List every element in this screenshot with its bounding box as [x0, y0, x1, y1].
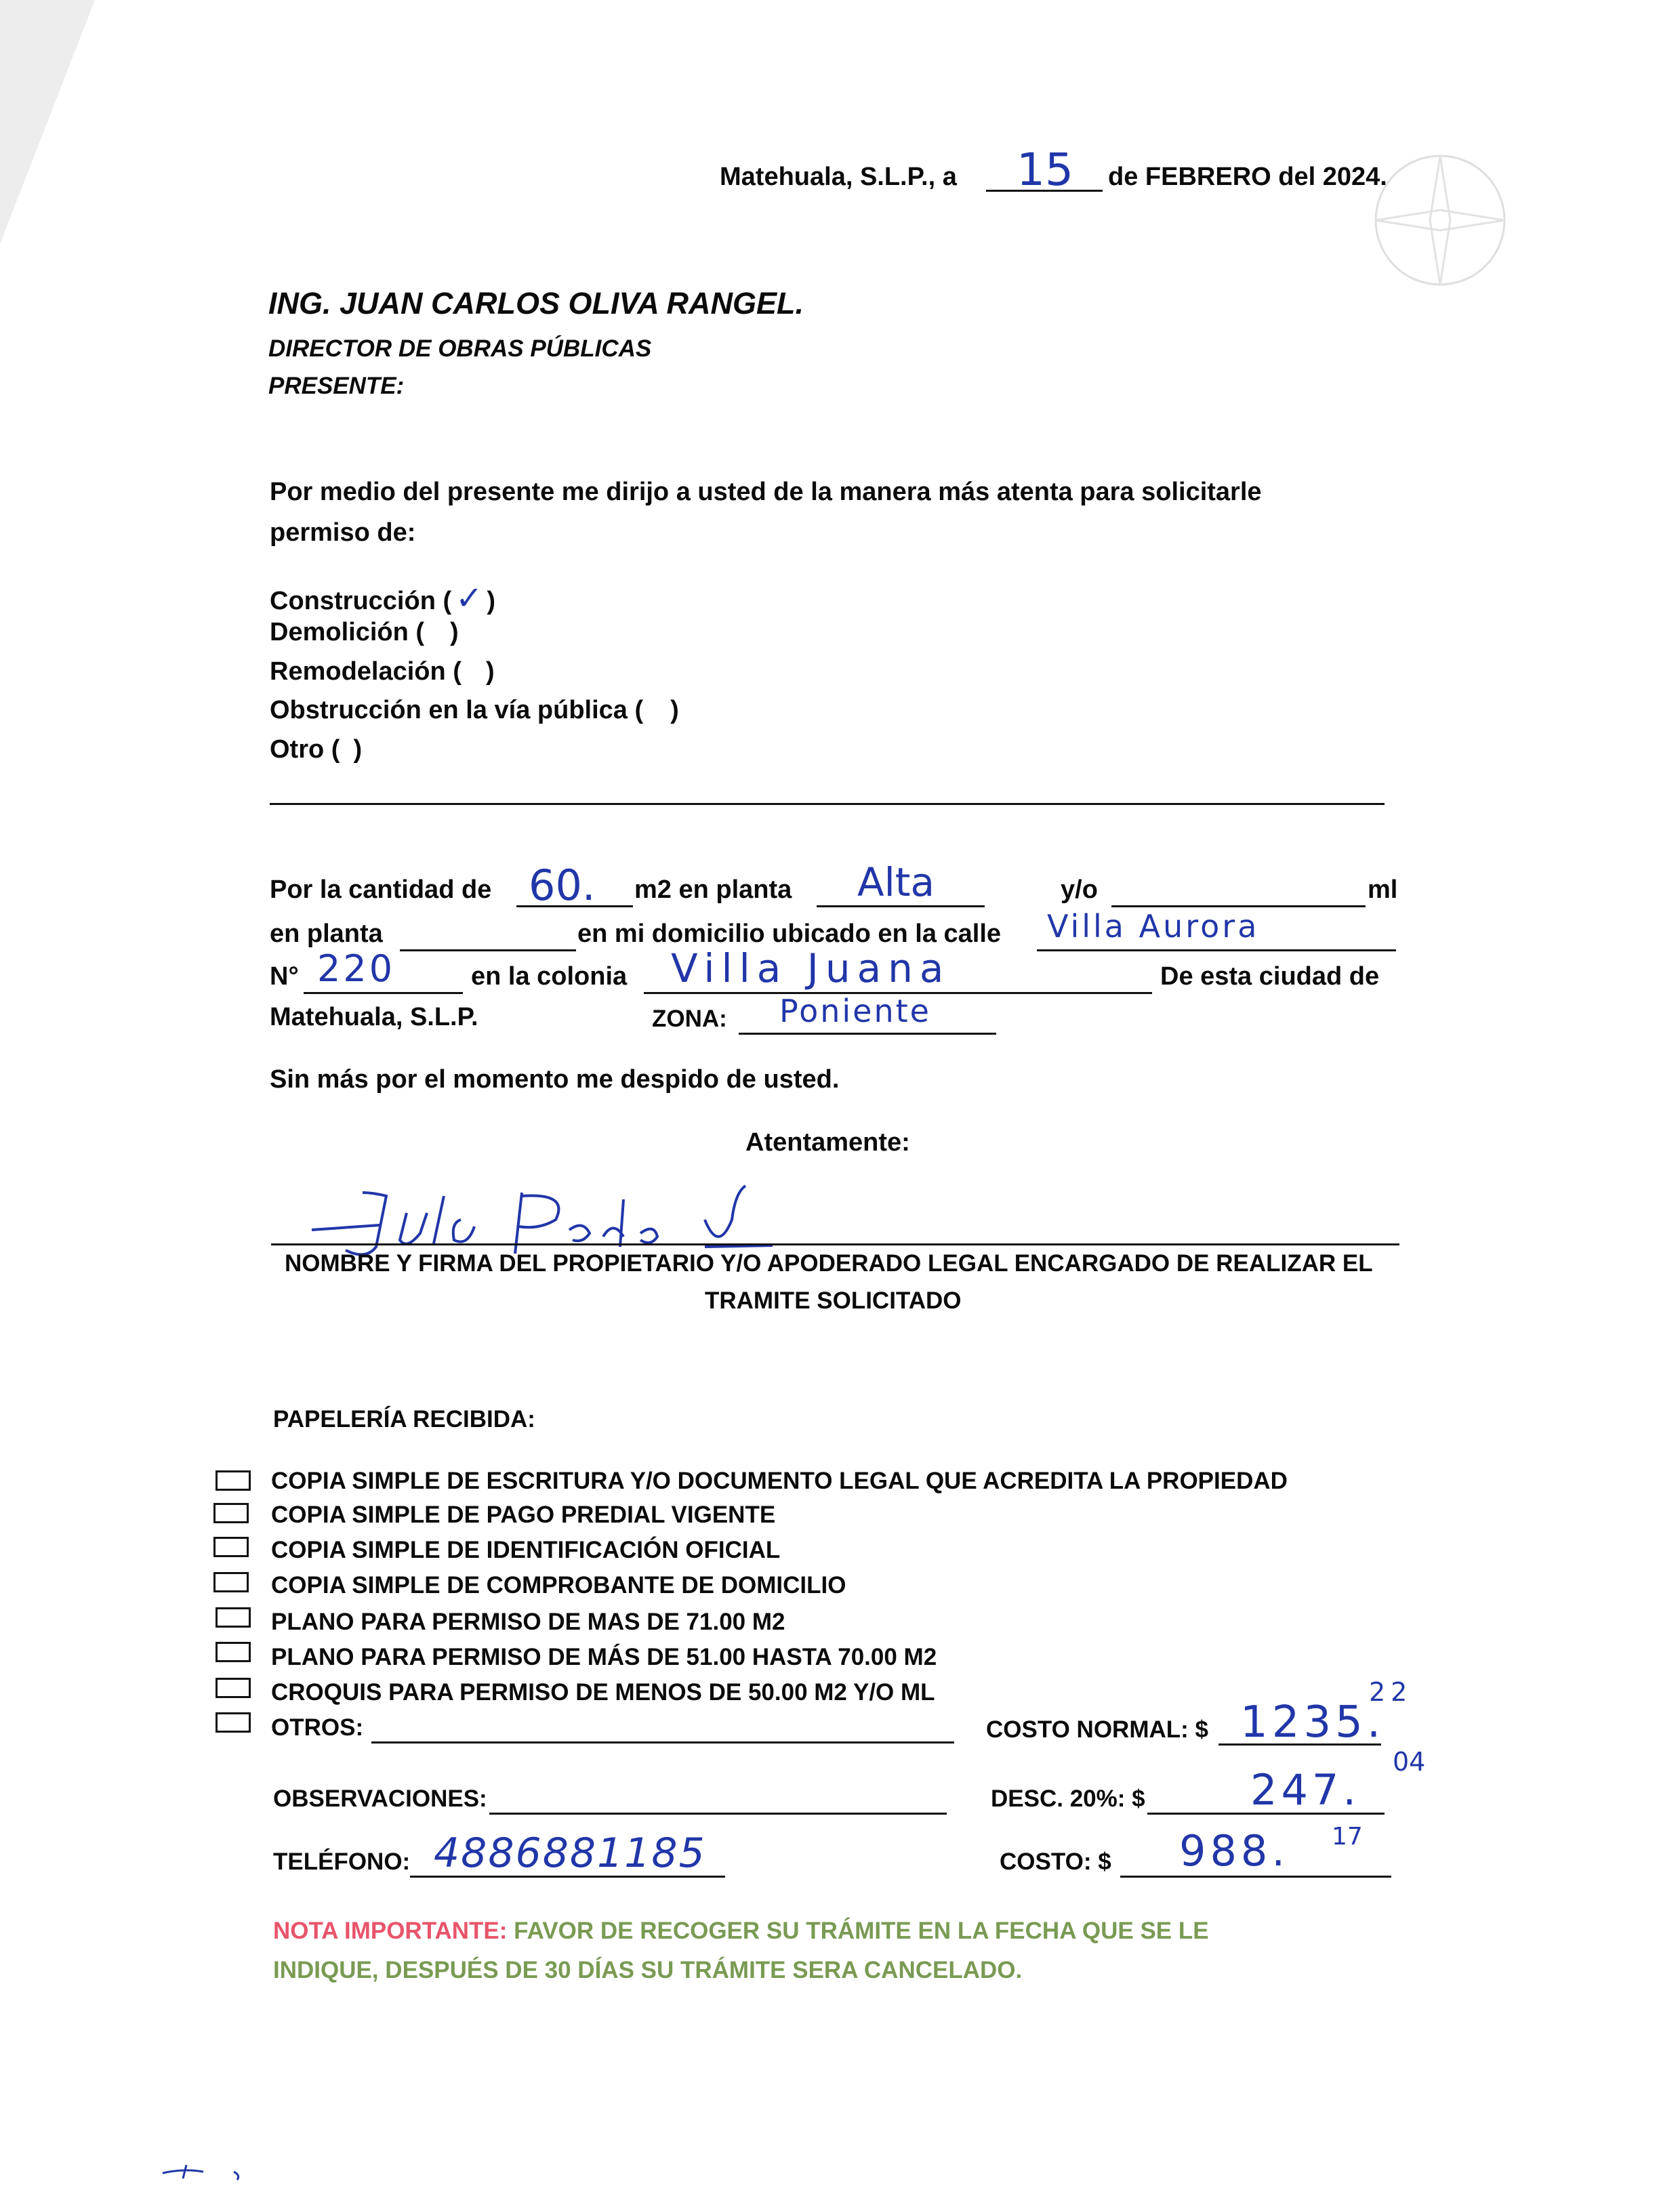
papeleria-item: COPIA SIMPLE DE COMPROBANTE DE DOMICILIO [271, 1572, 846, 1598]
bleed-through-stamp [1362, 102, 1518, 318]
telefono-value: 4886881185 [434, 1830, 706, 1877]
atentamente-label: Atentamente: [745, 1128, 910, 1157]
papeleria-checkbox[interactable] [216, 1712, 251, 1733]
papeleria-item: PLANO PARA PERMISO DE MAS DE 71.00 M2 [271, 1609, 785, 1635]
addressee-name: ING. JUAN CARLOS OLIVA RANGEL. [268, 286, 804, 321]
observaciones-line [489, 1786, 947, 1815]
page-fold-shadow [0, 0, 95, 244]
check-mark-icon: ✓ [455, 579, 483, 617]
papeleria-checkbox[interactable] [216, 1607, 251, 1628]
costo-normal-value: 1235. [1240, 1697, 1385, 1748]
permit-label: Construcción ( [270, 587, 452, 615]
city-name: Matehuala, S.L.P. [270, 1003, 478, 1031]
yo-label: y/o [1061, 875, 1098, 904]
permit-obstruccion[interactable] [270, 696, 679, 725]
nota-text-2: INDIQUE, DESPUÉS DE 30 DÍAS SU TRÁMITE SERA CANCELADO. [273, 1957, 1023, 1983]
permit-close: ) [485, 657, 495, 686]
papeleria-item: COPIA SIMPLE DE ESCRITURA Y/O DOCUMENTO LEGAL QUE ACREDITA LA PROPIEDAD [271, 1468, 1288, 1494]
desc-value: 247. [1250, 1765, 1361, 1815]
ml-line [1111, 875, 1366, 907]
signature-drawing [298, 1165, 813, 1260]
place-prefix: Matehuala, S.L.P., a [720, 163, 957, 191]
costo-normal-label: COSTO NORMAL: $ [986, 1716, 1208, 1743]
papeleria-checkbox[interactable] [216, 1470, 251, 1491]
numero-label: N° [270, 962, 299, 991]
zona-label: ZONA: [652, 1006, 727, 1032]
cantidad-label: Por la cantidad de [270, 875, 492, 904]
ink-mark [156, 2158, 264, 2185]
otros-line [371, 1714, 954, 1743]
costo-value: 988. [1179, 1826, 1290, 1876]
costo-label: COSTO: $ [1000, 1849, 1111, 1875]
papeleria-checkbox[interactable] [216, 1642, 251, 1662]
permit-close: ) [670, 696, 679, 724]
papeleria-item: OTROS: [271, 1714, 364, 1741]
planta-value: Alta [857, 859, 935, 905]
papeleria-checkbox[interactable] [213, 1503, 249, 1523]
telefono-label: TELÉFONO: [273, 1849, 411, 1875]
en-planta-line [400, 920, 576, 951]
permit-remodelacion[interactable] [270, 657, 495, 686]
m2-label: m2 en planta [634, 875, 792, 904]
permit-label: Remodelación ( [270, 657, 462, 686]
otro-line [270, 789, 1385, 805]
papeleria-checkbox[interactable] [216, 1678, 251, 1698]
cantidad-value: 60. [529, 861, 596, 910]
observaciones-label: OBSERVACIONES: [273, 1786, 487, 1812]
signature-line [271, 1216, 1399, 1245]
permit-close: ) [487, 587, 495, 615]
ciudad-label: De esta ciudad de [1160, 962, 1380, 991]
nota-text-1: FAVOR DE RECOGER SU TRÁMITE EN LA FECHA QUE SE LE [514, 1918, 1209, 1944]
ml-label: ml [1368, 875, 1398, 904]
papeleria-item: COPIA SIMPLE DE PAGO PREDIAL VIGENTE [271, 1502, 776, 1528]
permit-label: Demolición ( [270, 618, 425, 646]
permit-demolicion[interactable] [270, 618, 459, 647]
desc-label: DESC. 20%: $ [991, 1786, 1145, 1812]
intro-line-2: permiso de: [270, 518, 416, 547]
nota-line-1 [273, 1918, 1209, 1945]
permit-otro[interactable] [270, 735, 362, 764]
permit-construccion[interactable] [270, 579, 495, 617]
signature-caption-1: NOMBRE Y FIRMA DEL PROPIETARIO Y/O APODERADO LEGAL ENCARGADO DE REALIZAR EL [285, 1250, 1373, 1277]
papeleria-item: PLANO PARA PERMISO DE MÁS DE 51.00 HASTA 70.00 M2 [271, 1644, 937, 1670]
colonia-label: en la colonia [471, 962, 628, 991]
addressee-title: DIRECTOR DE OBRAS PÚBLICAS [268, 335, 652, 362]
intro-line-1: Por medio del presente me dirijo a usted de la manera más atenta para solicitarle [270, 478, 1262, 506]
papeleria-title: PAPELERÍA RECIBIDA: [273, 1406, 535, 1432]
nota-label: NOTA IMPORTANTE: [273, 1918, 508, 1944]
colonia-value: Villa Juana [671, 945, 951, 991]
zona-value: Poniente [779, 993, 931, 1029]
presente-label: PRESENTE: [268, 373, 405, 399]
numero-value: 220 [317, 947, 396, 990]
en-planta-label: en planta [270, 920, 383, 948]
desc-cents: 04 [1393, 1747, 1426, 1777]
farewell-text: Sin más por el momento me despido de usted. [270, 1065, 840, 1094]
permit-label: Obstrucción en la vía pública ( [270, 696, 644, 724]
papeleria-item: CROQUIS PARA PERMISO DE MENOS DE 50.00 M2 Y/O ML [271, 1679, 935, 1706]
papeleria-item: COPIA SIMPLE DE IDENTIFICACIÓN OFICIAL [271, 1537, 781, 1563]
permit-close: ) [450, 618, 459, 646]
day-value: 15 [1017, 144, 1073, 196]
papeleria-checkbox[interactable] [213, 1537, 249, 1557]
papeleria-checkbox[interactable] [213, 1572, 249, 1592]
calle-value: Villa Aurora [1047, 908, 1260, 945]
costo-cents: 17 [1332, 1823, 1363, 1851]
permit-close: ) [353, 735, 363, 764]
permit-label: Otro ( [270, 735, 340, 764]
date-suffix: de FEBRERO del 2024. [1108, 163, 1387, 191]
domicilio-label: en mi domicilio ubicado en la calle [577, 920, 1002, 948]
costo-normal-cents: 22 [1369, 1677, 1413, 1707]
signature-caption-2: TRAMITE SOLICITADO [705, 1287, 962, 1314]
